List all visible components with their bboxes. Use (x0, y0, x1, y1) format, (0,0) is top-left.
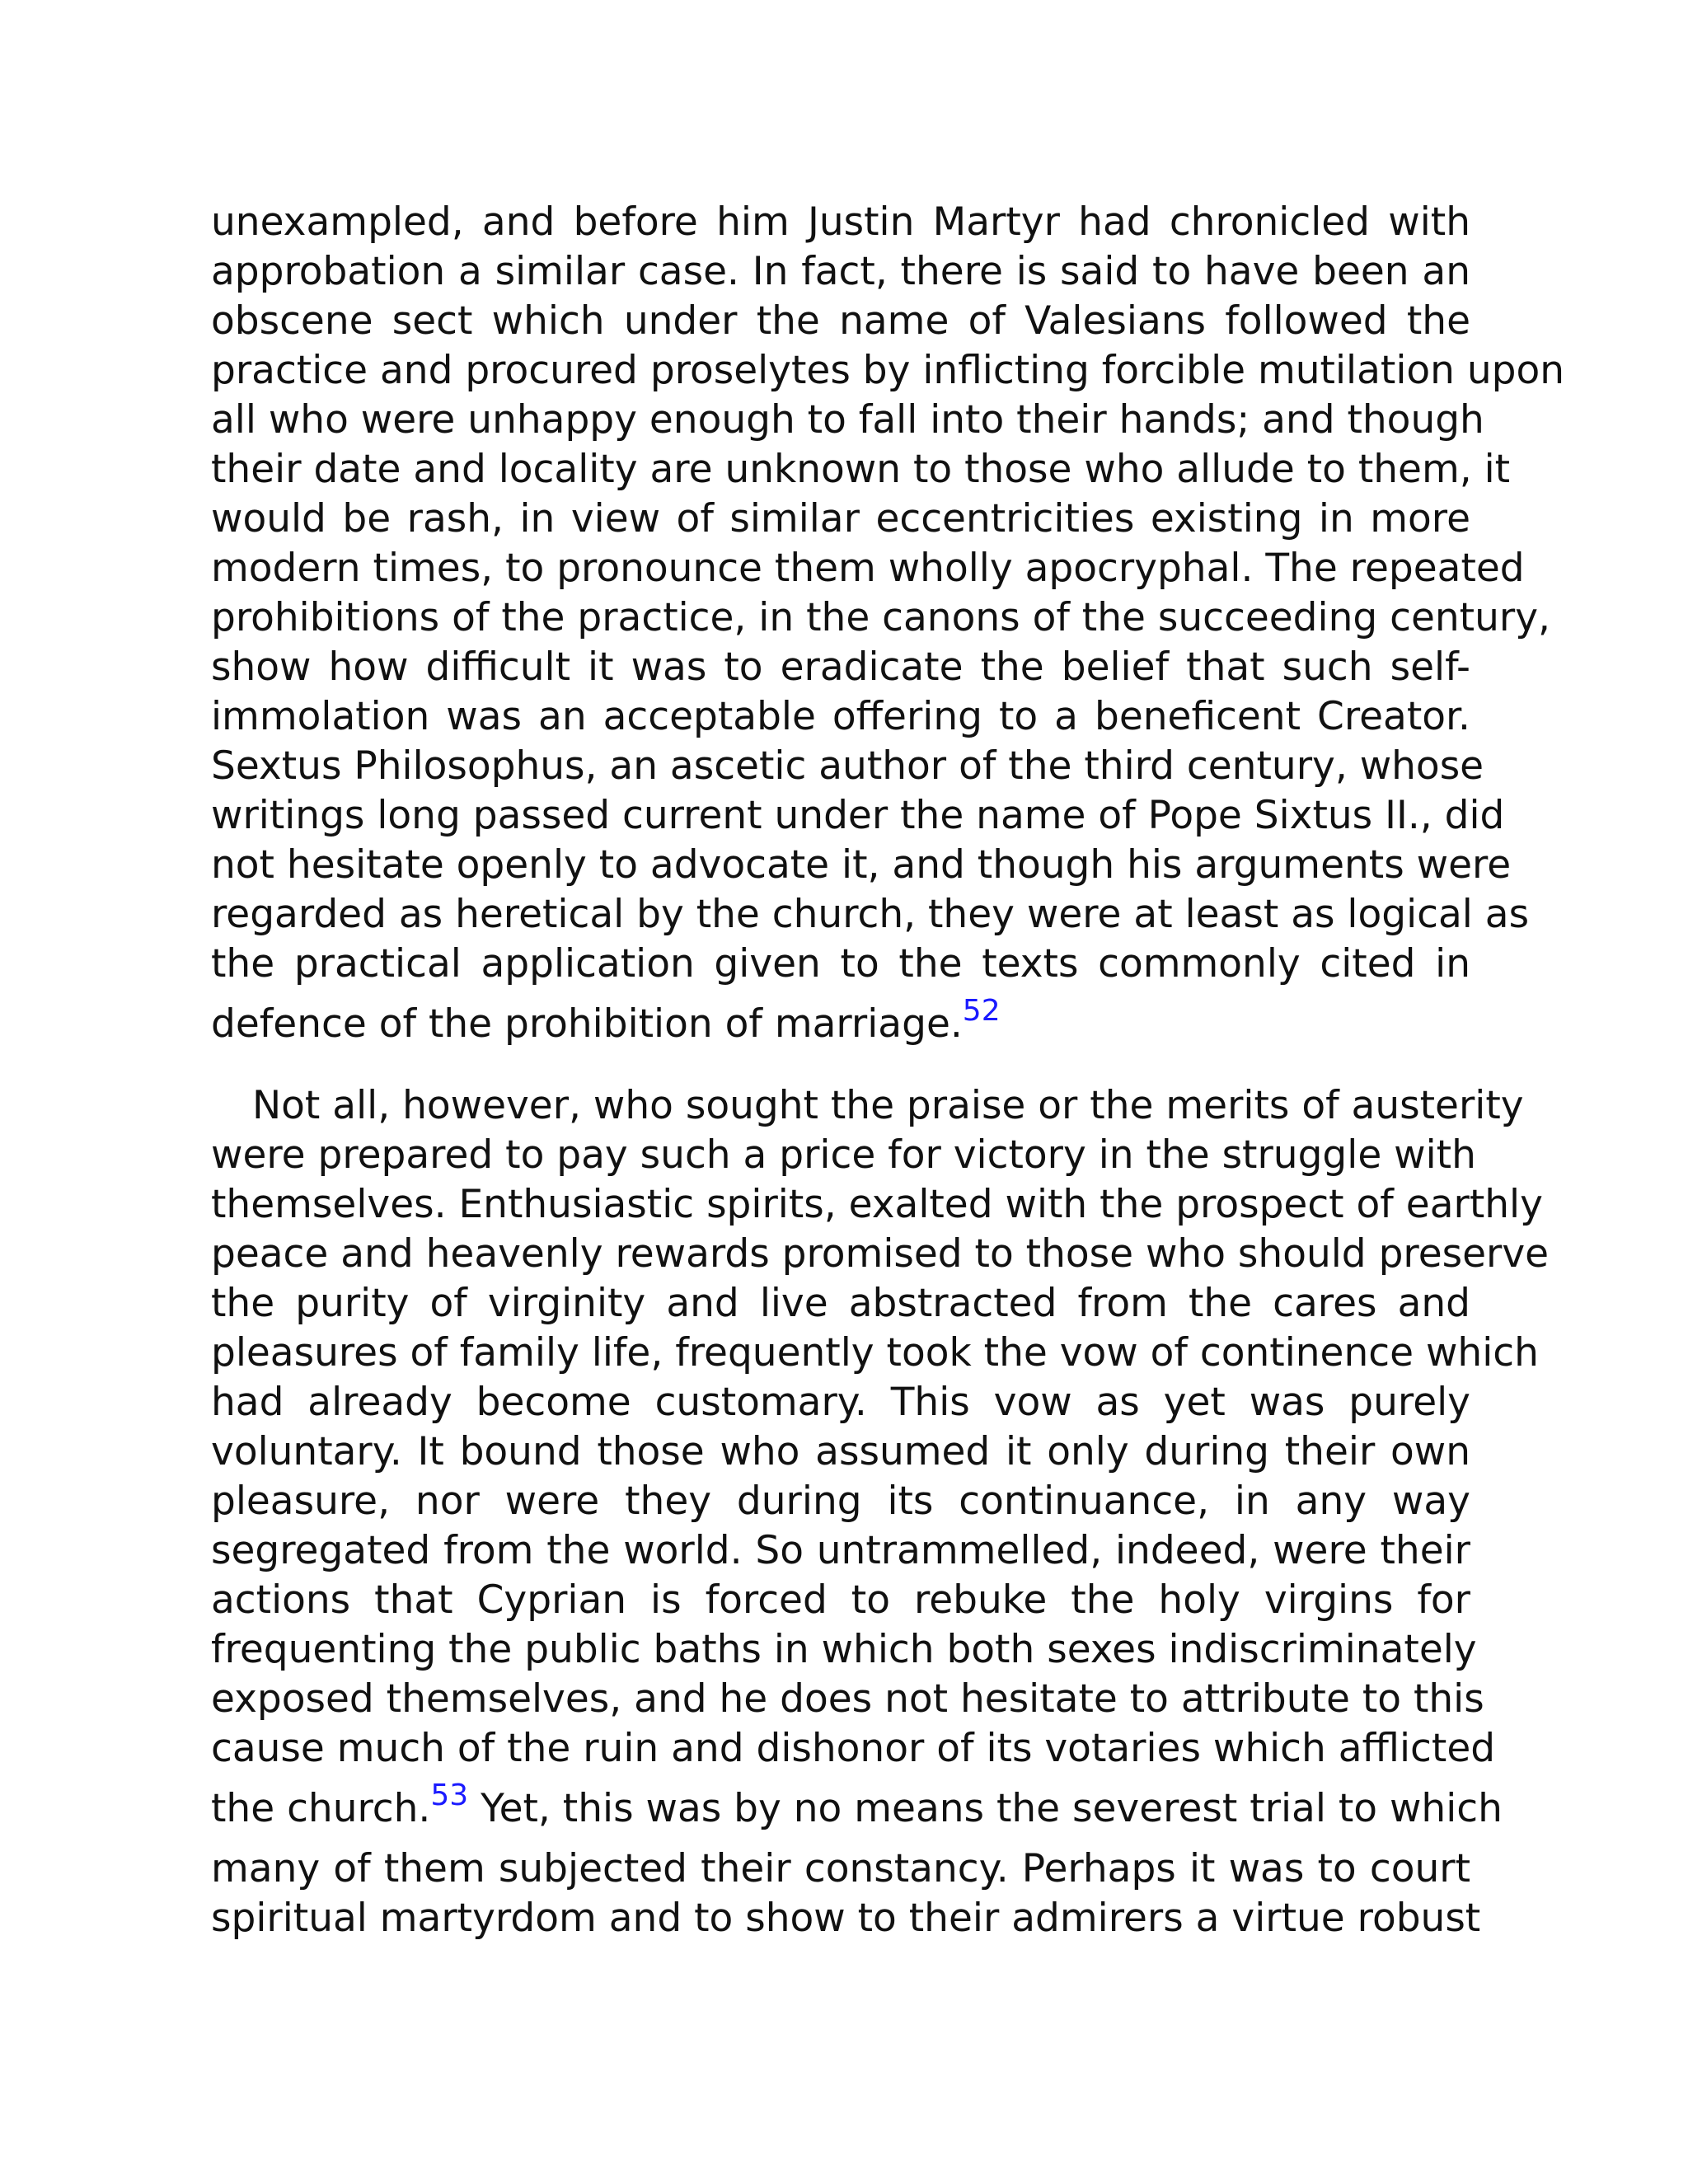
footnote-link-53[interactable]: 53 (430, 1779, 469, 1812)
text-line: pleasures of family life, frequently took the vow of continence which (211, 1330, 1539, 1376)
text-line: prohibitions of the practice, in the canons of the succeeding century, (211, 595, 1550, 640)
paragraph-2 (211, 1081, 1550, 1943)
text-line: practice and procured proselytes by inflicting forcible mutilation upon (211, 348, 1565, 393)
line-text-after: Yet, this was by no means the severest trial to which (468, 1786, 1503, 1831)
text-line: obscene sect which under the name of Valesians followed the (211, 298, 1470, 344)
text-line: cause much of the ruin and dishonor of its votaries which afflicted (211, 1726, 1496, 1771)
paragraph-1 (211, 198, 1565, 1060)
text-line: peace and heavenly rewards promised to those who should preserve (211, 1231, 1550, 1277)
text-line: many of them subjected their constancy. Perhaps it was to court (211, 1846, 1470, 1891)
text-line: exposed themselves, and he does not hesitate to attribute to this (211, 1676, 1484, 1722)
text-line: voluntary. It bound those who assumed it only during their own (211, 1429, 1470, 1474)
text-line: would be rash, in view of similar eccentricities existing in more (211, 496, 1470, 541)
text-line: Sextus Philosophus, an ascetic author of the third century, whose (211, 743, 1484, 789)
text-line: the purity of virginity and live abstracted from the cares and (211, 1281, 1470, 1326)
text-line: Not all, however, who sought the praise or the merits of austerity (252, 1083, 1524, 1128)
text-line: pleasure, nor were they during its continuance, in any way (211, 1479, 1470, 1524)
text-line: approbation a similar case. In fact, there is said to have been an (211, 249, 1470, 294)
text-line: themselves. Enthusiastic spirits, exalted with the prospect of earthly (211, 1182, 1543, 1227)
text-line: immolation was an acceptable offering to a beneficent Creator. (211, 694, 1470, 739)
text-line-with-footnote (211, 989, 1470, 1060)
text-line-with-footnote (211, 1774, 1503, 1844)
text-line: segregated from the world. So untrammelled, indeed, were their (211, 1528, 1470, 1573)
text-line: all who were unhappy enough to fall into their hands; and though (211, 397, 1484, 443)
line-text-before: the church. (211, 1786, 431, 1831)
text-line: show how difficult it was to eradicate the belief that such self- (211, 644, 1470, 690)
text-line: regarded as heretical by the church, they were at least as logical as (211, 892, 1530, 937)
text-line: were prepared to pay such a price for victory in the struggle with (211, 1132, 1476, 1178)
text-line: the practical application given to the texts commonly cited in (211, 941, 1470, 987)
text-line: actions that Cyprian is forced to rebuke the holy virgins for (211, 1577, 1470, 1623)
text-line: frequenting the public baths in which both sexes indiscriminately (211, 1627, 1477, 1672)
text-column (211, 198, 1565, 1943)
text-line: had already become customary. This vow as yet was purely (211, 1380, 1470, 1425)
text-line: writings long passed current under the name of Pope Sixtus II., did (211, 793, 1505, 838)
paragraph-gap (211, 1060, 1470, 1081)
text-line: unexampled, and before him Justin Martyr had chronicled with (211, 199, 1470, 245)
text-line: spiritual martyrdom and to show to their admirers a virtue robust (211, 1896, 1481, 1941)
line-text: defence of the prohibition of marriage. (211, 1001, 963, 1047)
footnote-link-52[interactable]: 52 (962, 994, 1001, 1028)
text-line: modern times, to pronounce them wholly apocryphal. The repeated (211, 546, 1525, 591)
text-line: not hesitate openly to advocate it, and though his arguments were (211, 842, 1512, 888)
text-line: their date and locality are unknown to those who allude to them, it (211, 447, 1511, 492)
